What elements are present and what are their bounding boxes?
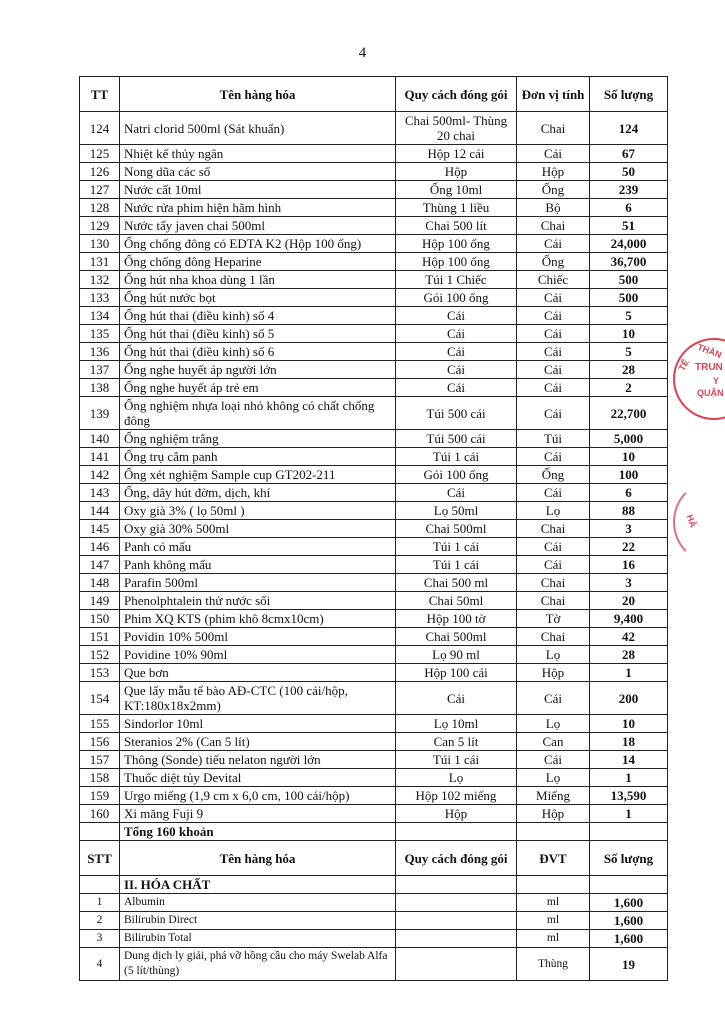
row-pack: Túi 1 cái [396, 556, 517, 574]
table-row [80, 430, 668, 448]
row-qty: 1 [590, 664, 668, 682]
row-name: Urgo miếng (1,9 cm x 6,0 cm, 100 cái/hộp) [120, 787, 396, 805]
table-row [80, 894, 668, 912]
row-pack [396, 948, 517, 981]
row-number: 3 [80, 930, 120, 948]
row-number: 151 [80, 628, 120, 646]
header2-unit: ĐVT [517, 841, 590, 876]
table-row [80, 217, 668, 235]
row-number: 143 [80, 484, 120, 502]
row-unit: Miếng [517, 787, 590, 805]
row-name: Ống nghe huyết áp người lớn [120, 361, 396, 379]
stamp-text: HÀ [684, 513, 699, 529]
row-name: Povidin 10% 500ml [120, 628, 396, 646]
table-row [80, 181, 668, 199]
header2-name: Tên hàng hóa [120, 841, 396, 876]
section-title: II. HÓA CHẤT [120, 876, 396, 894]
row-pack: Cái [396, 682, 517, 715]
row-qty: 100 [590, 466, 668, 484]
row-name: Steranios 2% (Can 5 lít) [120, 733, 396, 751]
row-unit: ml [517, 894, 590, 912]
table-row [80, 733, 668, 751]
row-qty: 6 [590, 484, 668, 502]
total-row [80, 823, 668, 841]
row-number: 157 [80, 751, 120, 769]
stamp-text: TẾ [676, 357, 691, 373]
header2-qty: Số lượng [590, 841, 668, 876]
table-row [80, 574, 668, 592]
table-row [80, 912, 668, 930]
row-qty: 9,400 [590, 610, 668, 628]
row-number: 133 [80, 289, 120, 307]
row-number: 142 [80, 466, 120, 484]
row-pack: Túi 500 cái [396, 397, 517, 430]
row-number: 150 [80, 610, 120, 628]
table-body [80, 112, 668, 823]
row-number: 1 [80, 894, 120, 912]
row-pack: Cái [396, 361, 517, 379]
row-unit: Tờ [517, 610, 590, 628]
row-qty: 20 [590, 592, 668, 610]
row-number: 159 [80, 787, 120, 805]
table-row [80, 145, 668, 163]
header-qty: Số lượng [590, 77, 668, 112]
table-row [80, 307, 668, 325]
row-name: Bilirubin Total [120, 930, 396, 948]
row-qty: 239 [590, 181, 668, 199]
row-unit: Cái [517, 307, 590, 325]
table-row [80, 646, 668, 664]
row-qty: 3 [590, 574, 668, 592]
row-number: 134 [80, 307, 120, 325]
stamp-text: QUẬN [697, 388, 724, 398]
row-qty: 10 [590, 448, 668, 466]
row-number: 145 [80, 520, 120, 538]
row-pack: Chai 500ml [396, 520, 517, 538]
row-unit: Chiếc [517, 271, 590, 289]
header-pack: Quy cách đóng gói [396, 77, 517, 112]
table-row [80, 664, 668, 682]
row-name: Nước tẩy javen chai 500ml [120, 217, 396, 235]
row-name: Natri clorid 500ml (Sát khuẩn) [120, 112, 396, 145]
row-pack: Chai 500 ml [396, 574, 517, 592]
row-qty: 24,000 [590, 235, 668, 253]
row-qty: 18 [590, 733, 668, 751]
row-name: Panh không mấu [120, 556, 396, 574]
row-qty: 500 [590, 289, 668, 307]
row-pack: Hộp 100 ống [396, 253, 517, 271]
row-pack: Cái [396, 307, 517, 325]
row-unit: Cái [517, 379, 590, 397]
table-row [80, 271, 668, 289]
row-qty: 3 [590, 520, 668, 538]
row-pack: Thùng 1 liều [396, 199, 517, 217]
row-name: Ống nghiệm nhựa loại nhỏ không có chất chống đông [120, 397, 396, 430]
row-pack: Ống 10ml [396, 181, 517, 199]
row-pack: Túi 1 cái [396, 448, 517, 466]
row-unit: Cái [517, 325, 590, 343]
table-row [80, 235, 668, 253]
row-qty: 1 [590, 805, 668, 823]
row-number: 154 [80, 682, 120, 715]
row-number: 140 [80, 430, 120, 448]
row-unit: Cái [517, 751, 590, 769]
row-name: Nước rửa phim hiện hãm hình [120, 199, 396, 217]
row-pack: Can 5 lít [396, 733, 517, 751]
row-pack: Cái [396, 379, 517, 397]
row-name: Bilirubin Direct [120, 912, 396, 930]
table-row [80, 253, 668, 271]
red-stamp-seal [673, 338, 725, 420]
row-pack: Lọ 10ml [396, 715, 517, 733]
row-unit: Thùng [517, 948, 590, 981]
row-qty: 10 [590, 715, 668, 733]
row-qty: 2 [590, 379, 668, 397]
red-stamp-seal-2 [673, 480, 725, 564]
row-unit: Lọ [517, 769, 590, 787]
row-pack: Gói 100 ống [396, 466, 517, 484]
row-unit: Túi [517, 430, 590, 448]
table-row [80, 682, 668, 715]
row-unit: Can [517, 733, 590, 751]
row-unit: Lọ [517, 502, 590, 520]
row-name: Dung dịch ly giải, phá vỡ hồng cầu cho máy Swelab Alfa (5 lít/thùng) [120, 948, 396, 981]
row-name: Ống, dây hút đờm, dịch, khí [120, 484, 396, 502]
row-unit: Cái [517, 343, 590, 361]
row-name: Thuốc diệt tủy Devital [120, 769, 396, 787]
row-name: Ống nghe huyết áp trẻ em [120, 379, 396, 397]
row-number: 135 [80, 325, 120, 343]
row-unit: Ống [517, 181, 590, 199]
table-row [80, 769, 668, 787]
row-name: Ống trụ cắm panh [120, 448, 396, 466]
row-pack: Cái [396, 484, 517, 502]
row-number: 152 [80, 646, 120, 664]
row-number: 136 [80, 343, 120, 361]
row-name: Ống hút thai (điều kinh) số 4 [120, 307, 396, 325]
row-number: 129 [80, 217, 120, 235]
row-qty: 42 [590, 628, 668, 646]
row-unit: Cái [517, 397, 590, 430]
goods-table [79, 76, 668, 981]
table-row [80, 502, 668, 520]
row-qty: 28 [590, 361, 668, 379]
row-pack: Lọ 90 ml [396, 646, 517, 664]
table-row [80, 751, 668, 769]
page-number: 4 [358, 45, 367, 61]
row-unit: Chai [517, 217, 590, 235]
row-pack: Chai 500 lít [396, 217, 517, 235]
table-row [80, 787, 668, 805]
row-number: 127 [80, 181, 120, 199]
row-name: Ống hút nha khoa dùng 1 lần [120, 271, 396, 289]
table-header [80, 77, 668, 112]
header2-tt: STT [80, 841, 120, 876]
row-name: Xi măng Fuji 9 [120, 805, 396, 823]
row-unit: Chai [517, 574, 590, 592]
row-pack: Gói 100 ống [396, 289, 517, 307]
row-pack: Hộp 102 miếng [396, 787, 517, 805]
row-qty: 6 [590, 199, 668, 217]
row-unit: ml [517, 930, 590, 948]
row-pack [396, 930, 517, 948]
row-name: Sindorlor 10ml [120, 715, 396, 733]
row-unit: Lọ [517, 646, 590, 664]
row-number: 131 [80, 253, 120, 271]
table-row [80, 592, 668, 610]
row-unit: Cái [517, 145, 590, 163]
row-qty: 1 [590, 769, 668, 787]
row-pack: Hộp 100 tờ [396, 610, 517, 628]
table-row [80, 325, 668, 343]
row-name: Ống hút thai (điều kinh) số 5 [120, 325, 396, 343]
row-qty: 500 [590, 271, 668, 289]
row-number: 141 [80, 448, 120, 466]
section-row [80, 876, 668, 894]
stamp-text: Y [713, 376, 720, 386]
row-number: 130 [80, 235, 120, 253]
row-unit: Cái [517, 682, 590, 715]
row-qty: 16 [590, 556, 668, 574]
row-qty: 200 [590, 682, 668, 715]
row-pack: Hộp 12 cái [396, 145, 517, 163]
row-number: 137 [80, 361, 120, 379]
row-name: Ống chống đông Heparine [120, 253, 396, 271]
row-name: Nhiệt kế thủy ngân [120, 145, 396, 163]
row-number: 138 [80, 379, 120, 397]
row-unit: Chai [517, 628, 590, 646]
row-qty: 124 [590, 112, 668, 145]
row-number: 155 [80, 715, 120, 733]
row-name: Ống nghiệm trắng [120, 430, 396, 448]
row-name: Ống xét nghiệm Sample cup GT202-211 [120, 466, 396, 484]
row-unit: Cái [517, 289, 590, 307]
row-pack: Lọ [396, 769, 517, 787]
row-number: 126 [80, 163, 120, 181]
table-row [80, 163, 668, 181]
row-number: 156 [80, 733, 120, 751]
chemicals-body [80, 876, 668, 981]
row-number: 125 [80, 145, 120, 163]
row-pack: Chai 50ml [396, 592, 517, 610]
row-number: 132 [80, 271, 120, 289]
table-row [80, 715, 668, 733]
table-row [80, 484, 668, 502]
row-pack: Hộp 100 ống [396, 235, 517, 253]
row-pack: Cái [396, 343, 517, 361]
stamp-text: TRUN [695, 362, 723, 373]
row-qty: 50 [590, 163, 668, 181]
row-unit: Cái [517, 556, 590, 574]
row-name: Nong dũa các số [120, 163, 396, 181]
header2-pack: Quy cách đóng gói [396, 841, 517, 876]
table-row [80, 448, 668, 466]
row-name: Thông (Sonde) tiểu nelaton người lớn [120, 751, 396, 769]
table-row [80, 538, 668, 556]
table-row [80, 379, 668, 397]
row-qty: 51 [590, 217, 668, 235]
row-unit: Hộp [517, 664, 590, 682]
row-name: Povidine 10% 90ml [120, 646, 396, 664]
row-number: 148 [80, 574, 120, 592]
total-label: Tổng 160 khoản [120, 823, 396, 841]
table-row [80, 397, 668, 430]
table-row [80, 343, 668, 361]
table-row [80, 466, 668, 484]
row-number: 158 [80, 769, 120, 787]
row-number: 147 [80, 556, 120, 574]
row-unit: Bộ [517, 199, 590, 217]
row-pack: Túi 500 cái [396, 430, 517, 448]
row-qty: 10 [590, 325, 668, 343]
row-qty: 22 [590, 538, 668, 556]
row-qty: 88 [590, 502, 668, 520]
table-row [80, 556, 668, 574]
table-row [80, 112, 668, 145]
row-pack: Chai 500ml- Thùng 20 chai [396, 112, 517, 145]
row-unit: Ống [517, 466, 590, 484]
row-name: Albumin [120, 894, 396, 912]
row-name: Phim XQ KTS (phim khô 8cmx10cm) [120, 610, 396, 628]
row-pack: Túi 1 Chiếc [396, 271, 517, 289]
row-pack: Lọ 50ml [396, 502, 517, 520]
row-unit: Cái [517, 361, 590, 379]
row-qty: 5,000 [590, 430, 668, 448]
row-name: Ống hút thai (điều kinh) số 6 [120, 343, 396, 361]
table-row [80, 361, 668, 379]
table-row [80, 199, 668, 217]
row-pack [396, 912, 517, 930]
row-number: 153 [80, 664, 120, 682]
row-name: Oxy già 30% 500ml [120, 520, 396, 538]
table-row [80, 289, 668, 307]
row-pack: Cái [396, 325, 517, 343]
table-row [80, 610, 668, 628]
row-pack: Hộp 100 cái [396, 664, 517, 682]
row-qty: 1,600 [590, 912, 668, 930]
row-qty: 14 [590, 751, 668, 769]
row-qty: 36,700 [590, 253, 668, 271]
row-number: 144 [80, 502, 120, 520]
row-name: Ống chống đông có EDTA K2 (Hộp 100 ống) [120, 235, 396, 253]
row-qty: 13,590 [590, 787, 668, 805]
row-unit: Chai [517, 112, 590, 145]
table-row [80, 628, 668, 646]
row-unit: ml [517, 912, 590, 930]
table-row [80, 930, 668, 948]
row-number: 4 [80, 948, 120, 981]
row-name: Nước cất 10ml [120, 181, 396, 199]
header-unit: Đơn vị tính [517, 77, 590, 112]
row-name: Ống hút nước bọt [120, 289, 396, 307]
table-row [80, 805, 668, 823]
row-number: 128 [80, 199, 120, 217]
row-qty: 1,600 [590, 930, 668, 948]
row-qty: 67 [590, 145, 668, 163]
row-name: Que bơn [120, 664, 396, 682]
row-unit: Hộp [517, 805, 590, 823]
row-unit: Cái [517, 484, 590, 502]
row-unit: Ống [517, 253, 590, 271]
table-header-2 [80, 841, 668, 876]
row-pack: Chai 500ml [396, 628, 517, 646]
row-unit: Cái [517, 235, 590, 253]
row-pack: Hộp [396, 163, 517, 181]
header-tt: TT [80, 77, 120, 112]
header-name: Tên hàng hóa [120, 77, 396, 112]
row-qty: 5 [590, 343, 668, 361]
row-qty: 19 [590, 948, 668, 981]
row-unit: Lọ [517, 715, 590, 733]
row-pack: Túi 1 cái [396, 538, 517, 556]
table-row [80, 520, 668, 538]
row-number: 2 [80, 912, 120, 930]
row-unit: Chai [517, 592, 590, 610]
row-number: 160 [80, 805, 120, 823]
row-unit: Hộp [517, 163, 590, 181]
row-pack: Hộp [396, 805, 517, 823]
row-number: 149 [80, 592, 120, 610]
row-unit: Cái [517, 448, 590, 466]
row-pack [396, 894, 517, 912]
table-row [80, 948, 668, 981]
row-qty: 28 [590, 646, 668, 664]
row-name: Phenolphtalein thử nước sối [120, 592, 396, 610]
row-qty: 22,700 [590, 397, 668, 430]
row-unit: Chai [517, 520, 590, 538]
stamp-text: THÀN [696, 342, 723, 360]
row-qty: 5 [590, 307, 668, 325]
row-number: 139 [80, 397, 120, 430]
row-number: 146 [80, 538, 120, 556]
row-name: Parafin 500ml [120, 574, 396, 592]
row-pack: Túi 1 cái [396, 751, 517, 769]
row-name: Panh có mấu [120, 538, 396, 556]
row-name: Oxy già 3% ( lọ 50ml ) [120, 502, 396, 520]
row-unit: Cái [517, 538, 590, 556]
row-name: Que lấy mẫu tế bào AĐ-CTC (100 cái/hộp, KT:180x18x2mm) [120, 682, 396, 715]
row-number: 124 [80, 112, 120, 145]
row-qty: 1,600 [590, 894, 668, 912]
